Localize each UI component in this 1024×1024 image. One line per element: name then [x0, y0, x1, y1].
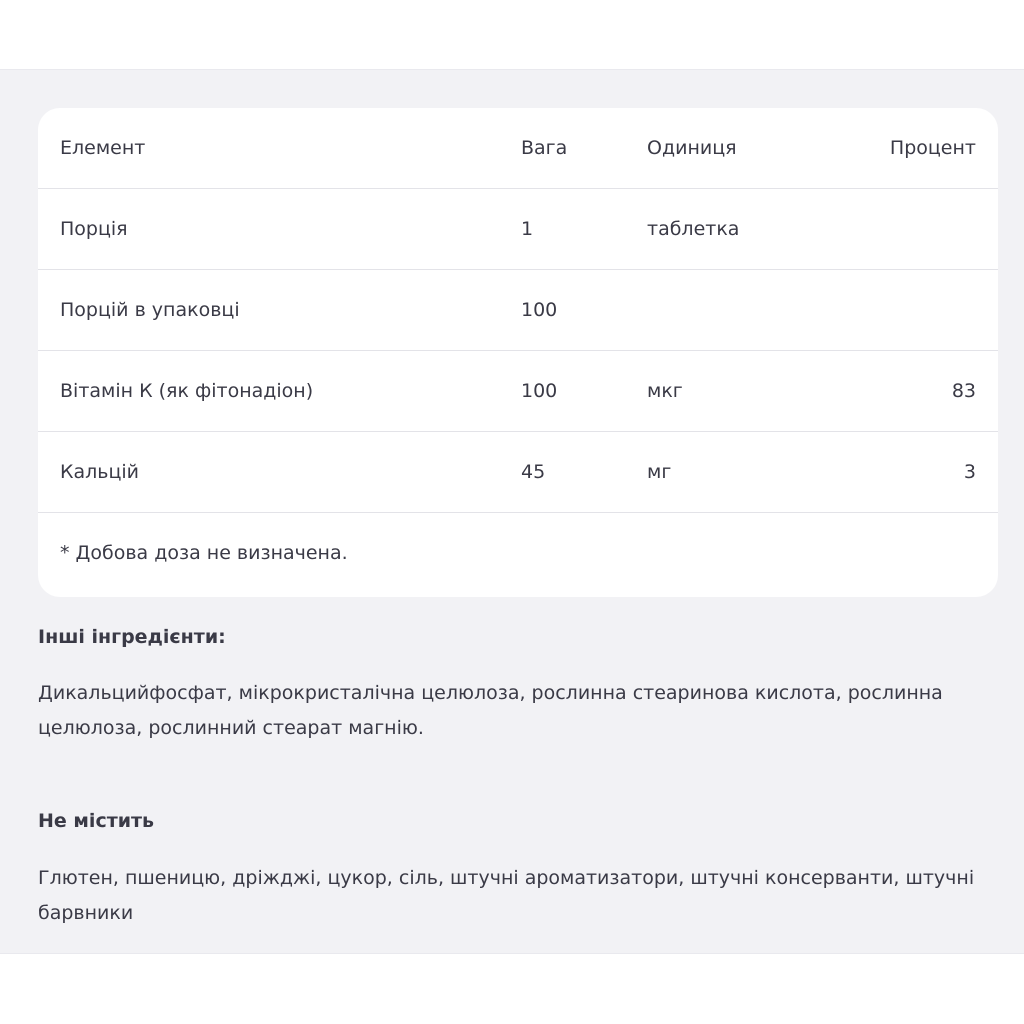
cell-unit: мг: [647, 461, 672, 483]
table-row: [38, 270, 998, 351]
cell-element: Порція: [60, 218, 128, 240]
other-ingredients-title: Інші інгредієнти:: [38, 626, 226, 648]
other-ingredients-text: Дикальцийфосфат, мікрокристалічна целюлоза, рослинна стеаринова кислота, рослинна целюлоза, рослинний стеарат магнію.: [38, 682, 943, 739]
table-row: [38, 189, 998, 270]
cell-weight: 1: [521, 218, 534, 240]
table-row: [38, 432, 998, 513]
cell-percent: 3: [963, 461, 976, 483]
cell-unit: мкг: [647, 380, 683, 402]
table-footnote: * Добова доза не визначена.: [60, 542, 348, 564]
header-unit: Одиниця: [647, 137, 737, 159]
cell-percent: 83: [951, 380, 976, 402]
table-footnote-row: [38, 513, 998, 594]
cell-weight: 100: [521, 380, 558, 402]
header-element: Елемент: [60, 137, 146, 159]
cell-element: Порцій в упаковці: [60, 299, 240, 321]
cell-weight: 45: [521, 461, 546, 483]
header-weight: Вага: [521, 137, 568, 159]
supplement-facts-panel: [0, 69, 1024, 954]
cell-element: Вітамін К (як фітонадіон): [60, 380, 314, 402]
header-percent: Процент: [889, 137, 976, 159]
free-of-title: Не містить: [38, 810, 155, 832]
table-header-row: [38, 108, 998, 189]
cell-element: Кальцій: [60, 461, 140, 483]
cell-unit: таблетка: [647, 218, 740, 240]
table-row: [38, 351, 998, 432]
cell-weight: 100: [521, 299, 558, 321]
free-of-text: Глютен, пшеницю, дріжджі, цукор, сіль, штучні ароматизатори, штучні консерванти, штучні барвники: [38, 867, 975, 924]
supplement-facts-table: [38, 108, 998, 597]
